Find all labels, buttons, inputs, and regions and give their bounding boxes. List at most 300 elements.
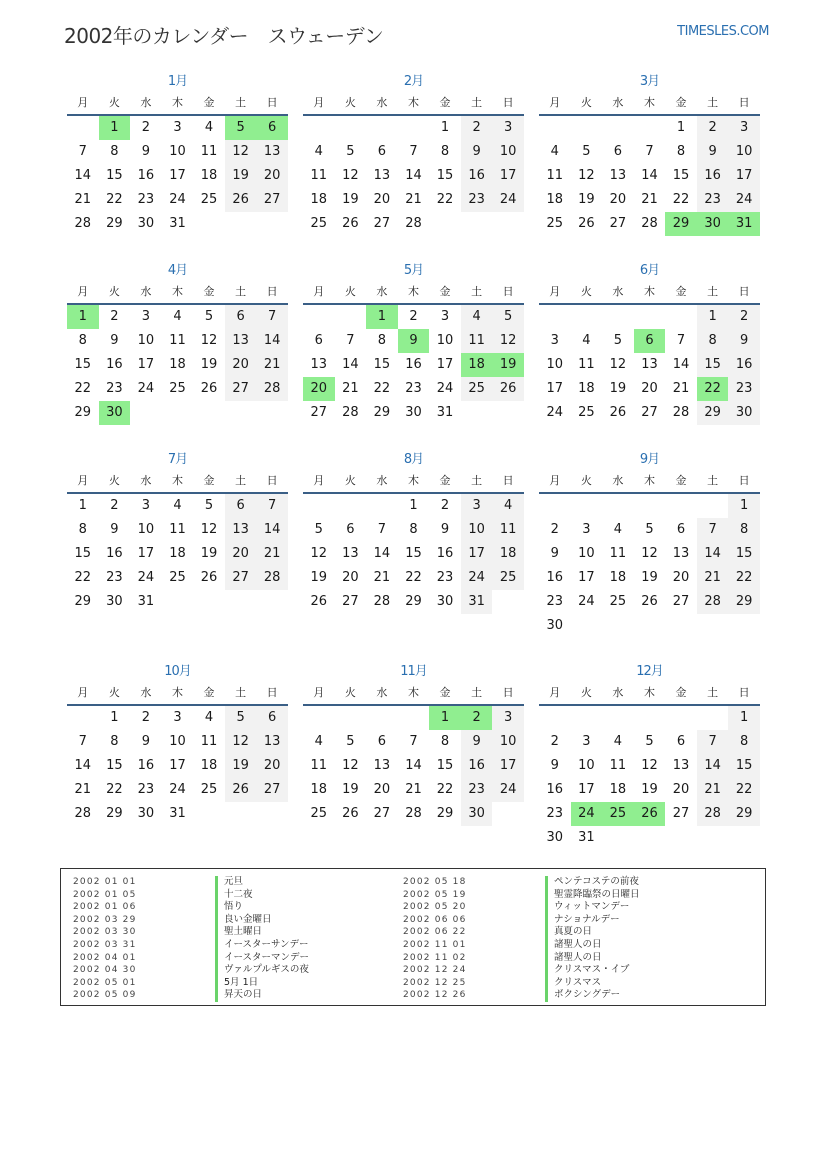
day-cell[interactable]: 14 [256,518,288,542]
day-cell[interactable]: 6 [256,116,288,140]
day-cell[interactable]: 22 [436,192,454,207]
day-cell[interactable]: 1 [697,305,729,329]
day-cell[interactable]: 21 [697,566,729,590]
day-cell[interactable]: 21 [373,570,391,585]
day-cell[interactable]: 17 [137,546,155,561]
day-cell[interactable]: 1 [440,120,450,135]
day-cell[interactable]: 2 [461,116,493,140]
day-cell[interactable]: 9 [440,522,450,537]
day-cell[interactable]: 28 [697,802,729,826]
day-cell[interactable]: 2 [110,309,119,324]
day-cell[interactable]: 18 [461,353,493,377]
day-cell[interactable]: 6 [225,494,257,518]
day-cell[interactable]: 26 [342,216,359,231]
day-cell[interactable]: 11 [200,734,218,749]
day-cell[interactable]: 3 [582,734,591,749]
day-cell[interactable]: 21 [405,782,422,797]
day-cell[interactable]: 31 [137,594,155,609]
day-cell[interactable]: 15 [373,357,391,372]
day-cell[interactable]: 9 [461,730,493,754]
day-cell[interactable]: 20 [256,164,288,188]
day-cell[interactable]: 24 [492,778,524,802]
day-cell[interactable]: 17 [436,357,454,372]
day-cell[interactable]: 5 [225,116,257,140]
day-cell[interactable]: 21 [342,381,359,396]
day-cell[interactable]: 8 [78,522,87,537]
day-cell[interactable]: 4 [204,710,214,725]
day-cell[interactable]: 3 [173,710,182,725]
day-cell[interactable]: 31 [578,830,595,845]
day-cell[interactable]: 5 [204,309,214,324]
day-cell[interactable]: 20 [342,570,359,585]
day-cell[interactable]: 13 [342,546,359,561]
day-cell[interactable]: 20 [672,570,690,585]
day-cell[interactable]: 8 [110,144,119,159]
day-cell[interactable]: 7 [78,144,87,159]
day-cell[interactable]: 23 [436,570,454,585]
day-cell[interactable]: 20 [225,542,257,566]
day-cell[interactable]: 25 [609,594,627,609]
day-cell[interactable]: 28 [342,405,359,420]
day-cell[interactable]: 16 [728,353,760,377]
day-cell[interactable]: 18 [546,192,564,207]
day-cell[interactable]: 4 [314,144,323,159]
day-cell[interactable]: 12 [342,758,359,773]
day-cell[interactable]: 18 [169,546,186,561]
day-cell[interactable]: 6 [377,144,387,159]
day-cell[interactable]: 22 [436,782,454,797]
day-cell[interactable]: 28 [373,594,391,609]
day-cell[interactable]: 9 [141,144,151,159]
day-cell[interactable]: 23 [461,188,493,212]
day-cell[interactable]: 19 [310,570,328,585]
day-cell[interactable]: 8 [110,734,119,749]
day-cell[interactable]: 3 [440,309,450,324]
day-cell[interactable]: 17 [728,164,760,188]
day-cell[interactable]: 31 [436,405,454,420]
day-cell[interactable]: 1 [78,498,87,513]
day-cell[interactable]: 1 [429,706,461,730]
day-cell[interactable]: 23 [461,778,493,802]
day-cell[interactable]: 14 [697,754,729,778]
site-logo[interactable]: TIMESLES.COM [677,24,769,39]
day-cell[interactable]: 31 [169,806,186,821]
day-cell[interactable]: 12 [310,546,328,561]
day-cell[interactable]: 4 [173,309,182,324]
day-cell[interactable]: 2 [461,706,493,730]
day-cell[interactable]: 29 [106,216,123,231]
day-cell[interactable]: 10 [461,518,493,542]
day-cell[interactable]: 28 [641,216,658,231]
day-cell[interactable]: 21 [641,192,658,207]
day-cell[interactable]: 7 [697,730,729,754]
day-cell[interactable]: 12 [225,140,257,164]
day-cell[interactable]: 29 [436,806,454,821]
day-cell[interactable]: 24 [169,192,186,207]
day-cell[interactable]: 31 [169,216,186,231]
day-cell[interactable]: 17 [137,357,155,372]
day-cell[interactable]: 4 [550,144,559,159]
day-cell[interactable]: 8 [377,333,387,348]
day-cell[interactable]: 19 [342,192,359,207]
day-cell[interactable]: 24 [461,566,493,590]
day-cell[interactable]: 25 [578,405,595,420]
day-cell[interactable]: 25 [546,216,564,231]
day-cell[interactable]: 23 [546,806,564,821]
day-cell[interactable]: 20 [256,754,288,778]
day-cell[interactable]: 28 [74,216,92,231]
day-cell[interactable]: 1 [409,498,418,513]
day-cell[interactable]: 17 [169,168,186,183]
day-cell[interactable]: 14 [405,758,422,773]
day-cell[interactable]: 21 [74,782,92,797]
day-cell[interactable]: 17 [546,381,564,396]
day-cell[interactable]: 12 [609,357,627,372]
day-cell[interactable]: 22 [74,570,92,585]
day-cell[interactable]: 6 [314,333,323,348]
day-cell[interactable]: 22 [74,381,92,396]
day-cell[interactable]: 16 [436,546,454,561]
day-cell[interactable]: 14 [672,357,690,372]
day-cell[interactable]: 12 [342,168,359,183]
day-cell[interactable]: 7 [377,522,387,537]
day-cell[interactable]: 24 [137,570,155,585]
day-cell[interactable]: 3 [492,706,524,730]
day-cell[interactable]: 3 [582,522,591,537]
day-cell[interactable]: 6 [225,305,257,329]
day-cell[interactable]: 9 [110,333,119,348]
day-cell[interactable]: 13 [672,546,690,561]
day-cell[interactable]: 25 [169,381,186,396]
day-cell[interactable]: 10 [137,522,155,537]
day-cell[interactable]: 26 [225,188,257,212]
day-cell[interactable]: 7 [409,734,418,749]
day-cell[interactable]: 1 [67,305,99,329]
day-cell[interactable]: 24 [546,405,564,420]
day-cell[interactable]: 3 [141,498,151,513]
day-cell[interactable]: 7 [676,333,686,348]
day-cell[interactable]: 18 [578,381,595,396]
day-cell[interactable]: 25 [461,377,493,401]
day-cell[interactable]: 16 [106,546,123,561]
day-cell[interactable]: 25 [310,216,328,231]
day-cell[interactable]: 30 [728,401,760,425]
day-cell[interactable]: 14 [641,168,658,183]
day-cell[interactable]: 5 [204,498,214,513]
day-cell[interactable]: 13 [225,329,257,353]
day-cell[interactable]: 24 [571,802,603,826]
day-cell[interactable]: 29 [728,590,760,614]
day-cell[interactable]: 15 [405,546,422,561]
day-cell[interactable]: 18 [200,758,218,773]
day-cell[interactable]: 3 [461,494,493,518]
day-cell[interactable]: 4 [613,734,623,749]
day-cell[interactable]: 10 [436,333,454,348]
day-cell[interactable]: 2 [550,734,559,749]
day-cell[interactable]: 7 [256,494,288,518]
day-cell[interactable]: 24 [578,594,595,609]
day-cell[interactable]: 9 [550,758,559,773]
day-cell[interactable]: 8 [728,730,760,754]
day-cell[interactable]: 12 [641,546,658,561]
day-cell[interactable]: 4 [461,305,493,329]
day-cell[interactable]: 15 [697,353,729,377]
day-cell[interactable]: 4 [492,494,524,518]
day-cell[interactable]: 6 [377,734,387,749]
day-cell[interactable]: 20 [609,192,627,207]
day-cell[interactable]: 29 [728,802,760,826]
day-cell[interactable]: 26 [225,778,257,802]
day-cell[interactable]: 18 [609,782,627,797]
day-cell[interactable]: 12 [578,168,595,183]
day-cell[interactable]: 3 [728,116,760,140]
day-cell[interactable]: 14 [373,546,391,561]
day-cell[interactable]: 17 [461,542,493,566]
day-cell[interactable]: 14 [256,329,288,353]
day-cell[interactable]: 16 [546,782,564,797]
day-cell[interactable]: 1 [99,116,131,140]
day-cell[interactable]: 11 [609,758,627,773]
day-cell[interactable]: 23 [106,381,123,396]
day-cell[interactable]: 1 [676,120,686,135]
day-cell[interactable]: 9 [141,734,151,749]
day-cell[interactable]: 3 [550,333,559,348]
day-cell[interactable]: 21 [672,381,690,396]
day-cell[interactable]: 18 [169,357,186,372]
day-cell[interactable]: 14 [74,168,92,183]
day-cell[interactable]: 26 [578,216,595,231]
day-cell[interactable]: 19 [609,381,627,396]
day-cell[interactable]: 2 [550,522,559,537]
day-cell[interactable]: 4 [613,522,623,537]
day-cell[interactable]: 31 [461,590,493,614]
day-cell[interactable]: 26 [609,405,627,420]
day-cell[interactable]: 4 [314,734,323,749]
day-cell[interactable]: 10 [169,734,186,749]
day-cell[interactable]: 20 [303,377,335,401]
day-cell[interactable]: 5 [645,522,654,537]
day-cell[interactable]: 8 [440,734,450,749]
day-cell[interactable]: 5 [346,734,355,749]
day-cell[interactable]: 3 [141,309,151,324]
day-cell[interactable]: 21 [256,353,288,377]
day-cell[interactable]: 13 [310,357,328,372]
day-cell[interactable]: 2 [728,305,760,329]
day-cell[interactable]: 26 [634,802,666,826]
day-cell[interactable]: 7 [346,333,355,348]
day-cell[interactable]: 28 [405,806,422,821]
day-cell[interactable]: 5 [613,333,623,348]
day-cell[interactable]: 13 [373,758,391,773]
day-cell[interactable]: 25 [200,192,218,207]
day-cell[interactable]: 22 [728,566,760,590]
day-cell[interactable]: 28 [256,377,288,401]
day-cell[interactable]: 25 [200,782,218,797]
day-cell[interactable]: 17 [578,782,595,797]
day-cell[interactable]: 22 [697,377,729,401]
day-cell[interactable]: 23 [697,188,729,212]
day-cell[interactable]: 7 [645,144,654,159]
day-cell[interactable]: 10 [169,144,186,159]
day-cell[interactable]: 17 [578,570,595,585]
day-cell[interactable]: 29 [405,594,422,609]
day-cell[interactable]: 29 [697,401,729,425]
day-cell[interactable]: 7 [409,144,418,159]
day-cell[interactable]: 9 [697,140,729,164]
day-cell[interactable]: 28 [697,590,729,614]
day-cell[interactable]: 17 [492,754,524,778]
day-cell[interactable]: 15 [728,754,760,778]
day-cell[interactable]: 20 [641,381,658,396]
day-cell[interactable]: 11 [200,144,218,159]
day-cell[interactable]: 1 [728,706,760,730]
day-cell[interactable]: 19 [641,570,658,585]
day-cell[interactable]: 23 [546,594,564,609]
day-cell[interactable]: 2 [141,120,151,135]
day-cell[interactable]: 27 [225,566,257,590]
day-cell[interactable]: 11 [578,357,595,372]
day-cell[interactable]: 6 [634,329,666,353]
day-cell[interactable]: 30 [99,401,131,425]
day-cell[interactable]: 3 [492,116,524,140]
day-cell[interactable]: 23 [137,192,155,207]
day-cell[interactable]: 30 [546,618,564,633]
day-cell[interactable]: 18 [310,782,328,797]
day-cell[interactable]: 24 [436,381,454,396]
day-cell[interactable]: 16 [461,164,493,188]
day-cell[interactable]: 30 [137,806,155,821]
day-cell[interactable]: 27 [373,216,391,231]
day-cell[interactable]: 27 [256,778,288,802]
day-cell[interactable]: 12 [225,730,257,754]
day-cell[interactable]: 29 [106,806,123,821]
day-cell[interactable]: 30 [697,212,729,236]
day-cell[interactable]: 15 [436,168,454,183]
day-cell[interactable]: 24 [137,381,155,396]
day-cell[interactable]: 27 [641,405,658,420]
day-cell[interactable]: 13 [256,140,288,164]
day-cell[interactable]: 29 [74,594,92,609]
day-cell[interactable]: 30 [436,594,454,609]
day-cell[interactable]: 18 [200,168,218,183]
day-cell[interactable]: 9 [550,546,559,561]
day-cell[interactable]: 16 [137,168,155,183]
day-cell[interactable]: 8 [728,518,760,542]
day-cell[interactable]: 15 [74,546,92,561]
day-cell[interactable]: 15 [672,168,690,183]
day-cell[interactable]: 14 [74,758,92,773]
day-cell[interactable]: 31 [728,212,760,236]
day-cell[interactable]: 28 [74,806,92,821]
day-cell[interactable]: 10 [546,357,564,372]
day-cell[interactable]: 3 [173,120,182,135]
day-cell[interactable]: 2 [697,116,729,140]
day-cell[interactable]: 28 [256,566,288,590]
day-cell[interactable]: 8 [440,144,450,159]
day-cell[interactable]: 26 [641,594,658,609]
day-cell[interactable]: 27 [609,216,627,231]
day-cell[interactable]: 15 [728,542,760,566]
day-cell[interactable]: 29 [74,405,92,420]
day-cell[interactable]: 27 [672,806,690,821]
day-cell[interactable]: 30 [137,216,155,231]
day-cell[interactable]: 10 [728,140,760,164]
day-cell[interactable]: 24 [728,188,760,212]
day-cell[interactable]: 25 [169,570,186,585]
day-cell[interactable]: 11 [169,522,186,537]
day-cell[interactable]: 15 [436,758,454,773]
day-cell[interactable]: 10 [492,730,524,754]
day-cell[interactable]: 22 [672,192,690,207]
day-cell[interactable]: 13 [672,758,690,773]
day-cell[interactable]: 10 [578,546,595,561]
day-cell[interactable]: 16 [697,164,729,188]
day-cell[interactable]: 23 [405,381,422,396]
day-cell[interactable]: 2 [440,498,450,513]
day-cell[interactable]: 5 [582,144,591,159]
day-cell[interactable]: 18 [310,192,328,207]
day-cell[interactable]: 27 [310,405,328,420]
day-cell[interactable]: 5 [346,144,355,159]
day-cell[interactable]: 7 [697,518,729,542]
day-cell[interactable]: 12 [200,522,218,537]
day-cell[interactable]: 11 [310,758,328,773]
day-cell[interactable]: 11 [492,518,524,542]
day-cell[interactable]: 30 [405,405,422,420]
day-cell[interactable]: 12 [641,758,658,773]
day-cell[interactable]: 26 [310,594,328,609]
day-cell[interactable]: 21 [697,778,729,802]
day-cell[interactable]: 19 [578,192,595,207]
day-cell[interactable]: 27 [672,594,690,609]
day-cell[interactable]: 9 [728,329,760,353]
day-cell[interactable]: 7 [256,305,288,329]
day-cell[interactable]: 23 [106,570,123,585]
day-cell[interactable]: 20 [225,353,257,377]
day-cell[interactable]: 11 [169,333,186,348]
day-cell[interactable]: 27 [373,806,391,821]
day-cell[interactable]: 6 [613,144,623,159]
day-cell[interactable]: 14 [697,542,729,566]
day-cell[interactable]: 10 [137,333,155,348]
day-cell[interactable]: 9 [110,522,119,537]
day-cell[interactable]: 20 [672,782,690,797]
day-cell[interactable]: 15 [106,168,123,183]
day-cell[interactable]: 11 [310,168,328,183]
day-cell[interactable]: 19 [641,782,658,797]
day-cell[interactable]: 22 [728,778,760,802]
day-cell[interactable]: 10 [578,758,595,773]
day-cell[interactable]: 19 [225,754,257,778]
day-cell[interactable]: 19 [492,353,524,377]
day-cell[interactable]: 6 [256,706,288,730]
day-cell[interactable]: 26 [342,806,359,821]
day-cell[interactable]: 1 [366,305,398,329]
day-cell[interactable]: 22 [106,782,123,797]
day-cell[interactable]: 19 [200,357,218,372]
day-cell[interactable]: 26 [200,381,218,396]
day-cell[interactable]: 27 [256,188,288,212]
day-cell[interactable]: 16 [461,754,493,778]
day-cell[interactable]: 17 [169,758,186,773]
day-cell[interactable]: 18 [492,542,524,566]
day-cell[interactable]: 5 [225,706,257,730]
day-cell[interactable]: 13 [373,168,391,183]
day-cell[interactable]: 22 [405,570,422,585]
day-cell[interactable]: 19 [342,782,359,797]
day-cell[interactable]: 10 [492,140,524,164]
day-cell[interactable]: 13 [225,518,257,542]
